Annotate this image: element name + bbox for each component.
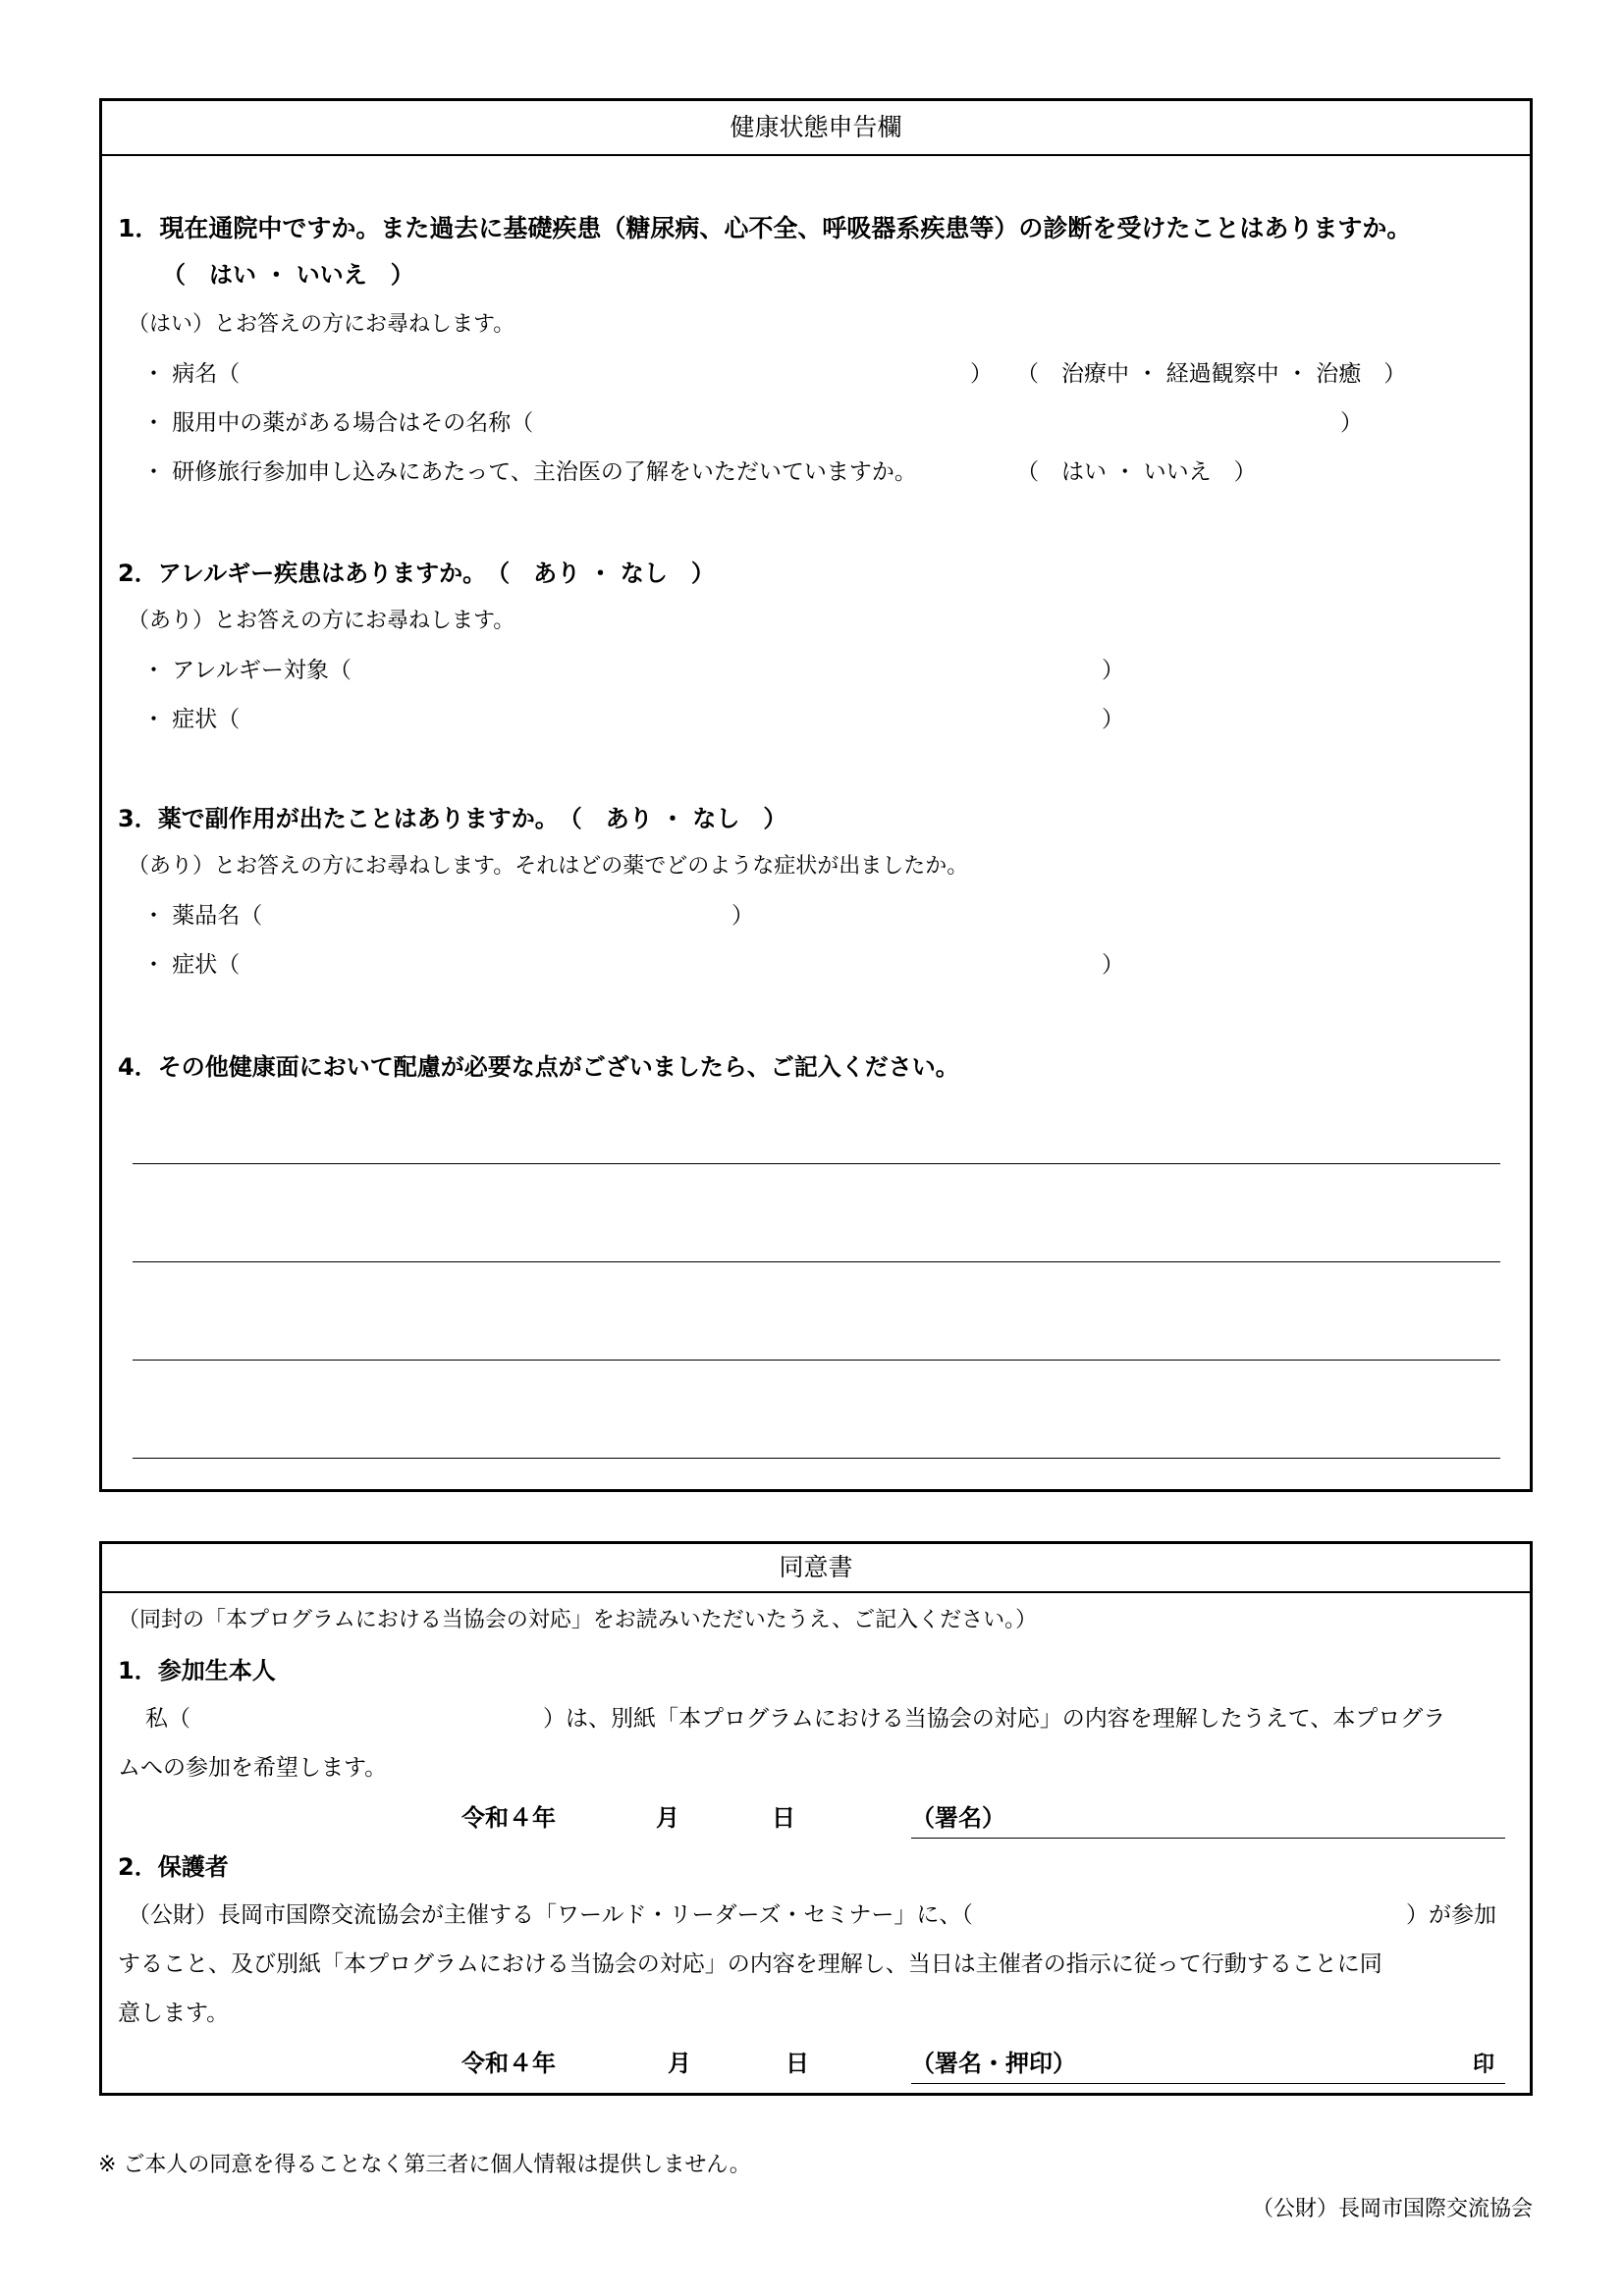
q1-disease-close: ） (970, 361, 993, 387)
q1-medication-label: ・ 服用中の薬がある場合はその名称（ (142, 410, 534, 436)
q1-doctor-consent-options[interactable]: （ はい ・ いいえ ） (1016, 459, 1257, 485)
q2-symptom-label: ・ 症状（ (142, 707, 241, 732)
guardian-date-era: 令和４年 (461, 2050, 556, 2077)
health-declaration-header (102, 101, 1530, 156)
q1-answer-options[interactable]: （ はい ・ いいえ ） (162, 261, 414, 289)
participant-statement-line1: ）は、別紙「本プログラムにおける当協会の対応」の内容を理解したうえて、本プログラ (543, 1706, 1446, 1732)
guardian-date-day[interactable]: 日 (785, 2050, 809, 2077)
participant-heading: 1．参加生本人 (118, 1657, 276, 1684)
guardian-signature-line[interactable] (911, 2083, 1505, 2084)
guardian-statement-line3: 意します。 (118, 2001, 230, 2026)
participant-date-era: 令和４年 (461, 1804, 556, 1832)
q1-question: 1．現在通院中ですか。また過去に基礎疾患（糖尿病、心不全、呼吸器系疾患等）の診断を受けたことはありますか。 (118, 214, 1412, 242)
health-declaration-section (99, 98, 1533, 1492)
privacy-notice: ※ ご本人の同意を得ることなく第三者に個人情報は提供しません。 (98, 2153, 751, 2177)
q2-symptom-field[interactable] (257, 705, 1100, 734)
q3-drug-name-close: ） (731, 903, 754, 929)
q3-question: 3．薬で副作用が出たことはありますか。 （ あり ・ なし ） (118, 805, 787, 832)
health-declaration-title: 健康状態申告欄 (730, 113, 902, 141)
q1-medication-field[interactable] (594, 408, 1338, 438)
consent-header (102, 1544, 1530, 1593)
guardian-child-name-field[interactable] (1046, 1900, 1404, 1930)
participant-statement-line2: ムへの参加を希望します。 (118, 1755, 388, 1781)
q4-answer-line-3[interactable] (133, 1360, 1500, 1361)
q3-note: （あり）とお答えの方にお尋ねします。それはどの薬でどのような症状が出ましたか。 (128, 854, 969, 879)
q2-note: （あり）とお答えの方にお尋ねします。 (128, 609, 515, 633)
q1-disease-field[interactable] (257, 359, 969, 389)
participant-name-field[interactable] (191, 1704, 540, 1734)
consent-intro: （同封の「本プログラムにおける当協会の対応」をお読みいただいたうえ、ご記入ください。） (118, 1608, 1038, 1632)
q3-drug-name-field[interactable] (285, 901, 731, 931)
consent-title: 同意書 (779, 1553, 853, 1581)
q3-drug-name-label: ・ 薬品名（ (142, 903, 263, 929)
organization-name: （公財）長岡市国際交流協会 (1251, 2197, 1533, 2221)
participant-date-day[interactable]: 日 (772, 1804, 795, 1832)
q4-answer-line-2[interactable] (133, 1261, 1500, 1262)
q2-allergen-field[interactable] (378, 656, 1100, 685)
q2-symptom-close: ） (1102, 707, 1124, 732)
guardian-signature-label: （署名・押印） (911, 2050, 1076, 2077)
q1-medication-close: ） (1340, 410, 1363, 436)
q1-disease-label: ・ 病名（ (142, 361, 241, 387)
q1-doctor-consent-label: ・ 研修旅行参加申し込みにあたって、主治医の了解をいただいていますか。 (142, 459, 917, 485)
q2-question: 2．アレルギー疾患はありますか。 （ あり ・ なし ） (118, 560, 715, 587)
q1-note: （はい）とお答えの方にお尋ねします。 (128, 312, 515, 337)
guardian-seal-mark: 印 (1473, 2053, 1495, 2077)
guardian-statement-prefix: （公財）長岡市国際交流協会が主催する「ワールド・リーダーズ・セミナー」に、（ (128, 1902, 973, 1928)
participant-signature-label: （署名） (911, 1804, 1005, 1832)
q1-treatment-status-options[interactable]: （ 治療中 ・ 経過観察中 ・ 治癒 ） (1016, 361, 1407, 387)
q4-question: 4．その他健康面において配慮が必要な点がございましたら、ご記入ください。 (118, 1053, 959, 1081)
participant-name-prefix: 私（ (145, 1706, 190, 1732)
guardian-statement-line2: すること、及び別紙「本プログラムにおける当協会の対応」の内容を理解し、当日は主催者の指示に従って行動することに同 (118, 1951, 1382, 1977)
q3-symptom-label: ・ 症状（ (142, 952, 241, 978)
q2-allergen-close: ） (1102, 658, 1124, 683)
guardian-statement-suffix: ）が参加 (1406, 1902, 1496, 1928)
guardian-date-month[interactable]: 月 (668, 2050, 691, 2077)
participant-date-month[interactable]: 月 (656, 1804, 679, 1832)
q4-answer-line-4[interactable] (133, 1458, 1500, 1459)
q2-allergen-label: ・ アレルギー対象（ (142, 658, 352, 683)
q3-symptom-close: ） (1102, 952, 1124, 978)
q4-answer-line-1[interactable] (133, 1163, 1500, 1164)
guardian-heading: 2．保護者 (118, 1853, 229, 1881)
participant-signature-line[interactable] (911, 1838, 1505, 1839)
q3-symptom-field[interactable] (257, 950, 1100, 980)
